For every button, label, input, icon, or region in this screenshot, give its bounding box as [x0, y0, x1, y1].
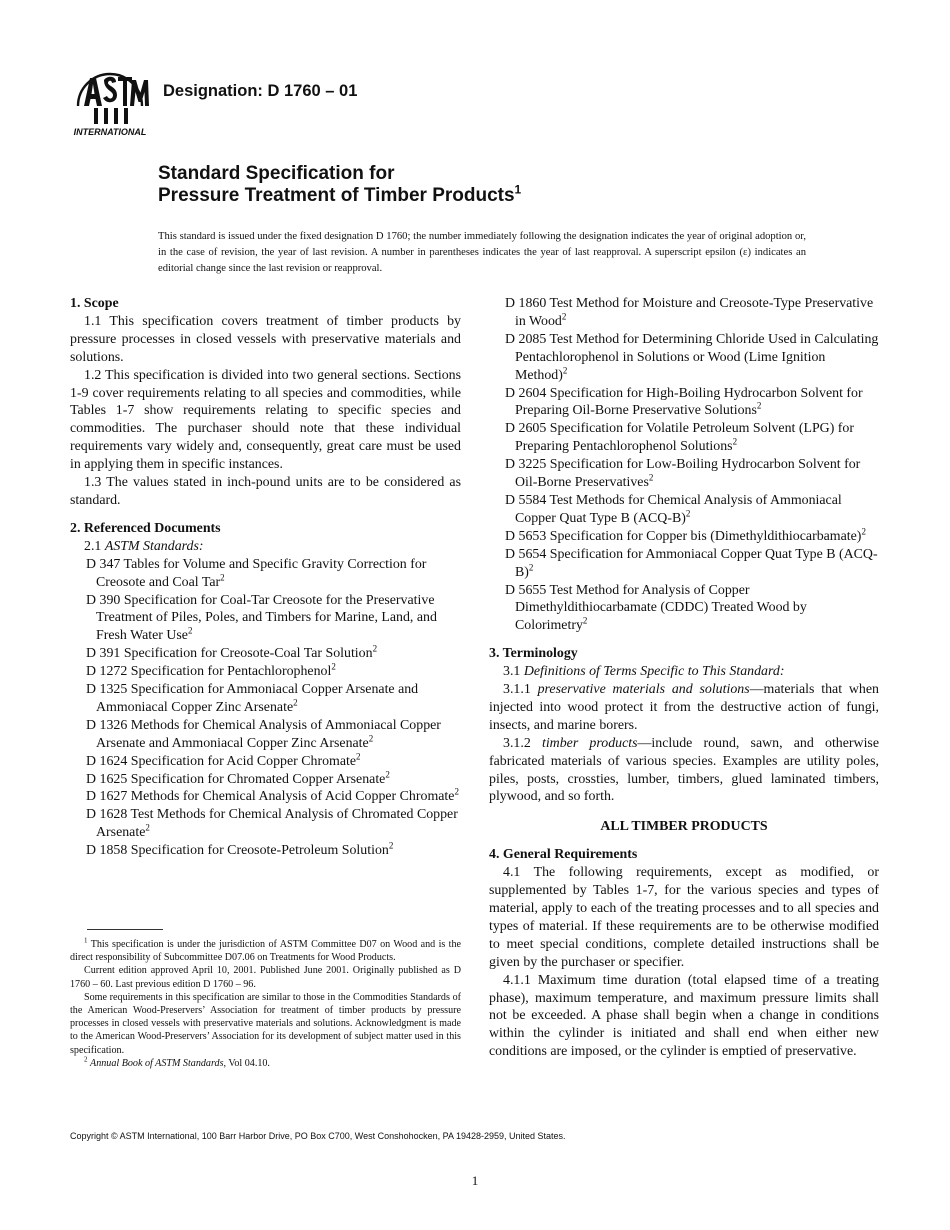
reference-item — [489, 528, 879, 546]
astm-logo — [70, 66, 150, 138]
reference-text: D 5584 Test Methods for Chemical Analysis of Ammoniacal Copper Quat Type B (ACQ-B) — [505, 492, 842, 526]
definitions-number: 3.1 — [503, 664, 521, 680]
footnote-mark: 2 — [356, 751, 361, 762]
reference-text: D 1858 Specification for Creosote-Petroleum Solution — [86, 843, 389, 859]
reference-list-left — [70, 556, 461, 860]
reference-item — [70, 556, 461, 592]
general-requirements-heading: 4. General Requirements — [489, 847, 638, 863]
reference-item — [489, 295, 879, 331]
footnote-1-mark: 1 — [84, 936, 88, 945]
footnote-mark: 2 — [582, 615, 588, 626]
reference-text: D 2085 Test Method for Determining Chloride Used in Calculating Pentachlorophenol in Solutions or Wood (Lime Ignition Method) — [505, 331, 879, 383]
reference-text: D 1627 Methods for Chemical Analysis of Acid Copper Chromate — [86, 789, 455, 805]
footnote-mark: 2 — [372, 643, 378, 654]
subheading-number: 2.1 — [84, 538, 102, 554]
term-number: 3.1.1 — [503, 682, 531, 698]
reference-text: D 1860 Test Method for Moisture and Creosote-Type Preservative in Wood — [505, 296, 874, 329]
footnote-1-edition: Current edition approved April 10, 2001. Published June 2001. Originally published as D 1760 – 60. Last previous edition D 1760 – 96. — [70, 965, 461, 990]
reference-item — [489, 582, 879, 636]
footnote-mark: 2 — [454, 786, 459, 797]
reference-item — [489, 420, 879, 456]
reference-text: D 1625 Specification for Chromated Copper Arsenate — [86, 771, 386, 787]
scope-heading: 1. Scope — [70, 296, 119, 311]
reference-item — [70, 842, 461, 860]
term-text: —include round, sawn, and otherwise fabricated materials of various species. Examples are utility poles, piles, posts, crossties, lumber, timbers, glued laminated timbers, plywood, and so forth. — [489, 735, 879, 805]
subheading-title: ASTM Standards: — [104, 538, 204, 554]
reference-text: D 2605 Specification for Volatile Petroleum Solvent (LPG) for Preparing Pentachlorophenol Solutions — [505, 421, 855, 455]
footnote-mark: 2 — [388, 840, 394, 851]
footnote-mark: 2 — [561, 311, 567, 322]
footnote-mark: 2 — [220, 571, 225, 582]
footnote-mark: 2 — [562, 365, 568, 375]
reference-text: D 3225 Specification for Low-Boiling Hydrocarbon Solvent for Oil-Borne Preservatives — [505, 457, 861, 491]
logo-label: INTERNATIONAL — [73, 127, 147, 137]
footnote-1 — [70, 938, 461, 964]
reference-item — [70, 788, 461, 806]
reference-item — [489, 331, 879, 385]
issued-note: This standard is issued under the fixed designation D 1760; the number immediately following the designation indicates the year of original adoption or, in the case of revision, the year of last revision. A number in parentheses indicates the year of last reapproval. A superscript epsilon (ε) indicates an editorial change since the last revision or reapproval. — [158, 231, 806, 274]
title-line-2 — [158, 182, 522, 207]
left-column — [70, 295, 461, 860]
reference-text: D 2604 Specification for High-Boiling Hydrocarbon Solvent for Preparing Oil-Borne Preservative Solutions — [505, 385, 863, 419]
footnote-2-volume: , Vol 04.10. — [223, 1057, 270, 1069]
document-title — [158, 163, 521, 207]
reference-text: D 5653 Specification for Copper bis (Dimethyldithiocarbamate) — [505, 528, 862, 544]
reference-item — [70, 768, 461, 789]
footnote-mark: 2 — [732, 436, 738, 447]
footnote-mark: 2 — [293, 697, 298, 708]
title-line-2-text: Pressure Treatment of Timber Products — [158, 185, 515, 206]
reference-item — [489, 456, 879, 492]
footnotes — [70, 938, 461, 1070]
astm-standards-subheading — [70, 538, 461, 556]
footnote-1-text: This specification is under the jurisdiction of ASTM Committee D07 on Wood and is the direct responsibility of Subcommittee D07.06 on Treatments for Wood Products. — [70, 939, 462, 964]
referenced-documents-heading: 2. Referenced Documents — [70, 520, 221, 536]
definitions-title: Definitions of Terms Specific to This Standard: — [523, 664, 785, 680]
footnote-mark: 2 — [187, 625, 193, 636]
footnote-mark: 2 — [145, 822, 150, 833]
term-text: —materials that when injected into wood protect it from the destructive action of fungi, insects, and marine borers. — [489, 682, 879, 733]
page-number: 1 — [471, 1173, 479, 1188]
footnote-mark: 2 — [648, 472, 654, 483]
footnote-1-similar: Some requirements in this specification are similar to those in the Commodities Standards of the American Wood-Preservers’ Association for treatment of timber products by pressure processes in closed vessels with preservative materials and solutions. Acknowledgment is made to the American Wood-Preservers’ Association for its development of subject matter used in this specification. — [70, 991, 461, 1056]
all-timber-products-heading: ALL TIMBER PRODUCTS — [600, 819, 768, 835]
term-number: 3.1.2 — [503, 735, 531, 751]
footnote-2 — [70, 1057, 461, 1070]
reference-text: D 5654 Specification for Ammoniacal Copper Quat Type B (ACQ-B) — [505, 546, 878, 580]
footnote-mark: 2 — [685, 508, 691, 519]
terminology-heading: 3. Terminology — [489, 646, 578, 662]
copyright: Copyright © ASTM International, 100 Barr Harbor Drive, PO Box C700, West Conshohocken, PA 19428-2959, United States. — [70, 1131, 566, 1141]
title-footnote-mark: 1 — [514, 182, 522, 197]
astm-logo-icon — [70, 66, 150, 138]
term-name: timber products — [541, 735, 638, 751]
reference-text: D 1624 Specification for Acid Copper Chromate — [86, 753, 357, 769]
reference-item — [70, 753, 461, 771]
term-definition — [489, 681, 879, 735]
reference-text: D 347 Tables for Volume and Specific Gravity Correction for Creosote and Coal Tar — [86, 556, 427, 590]
right-column — [489, 295, 879, 1061]
footnote-mark: 2 — [368, 733, 374, 744]
footnote-mark: 2 — [756, 400, 762, 411]
reference-item — [489, 546, 879, 582]
designation: Designation: D 1760 – 01 — [163, 82, 358, 100]
scope-paragraph: 1.2 This specification is divided into two general sections. Sections 1-9 cover requirements relating to all species and commodities, while Tables 1-7 show requirements relating to specific species and commodities. The purchaser should note that these individual requirements vary widely and, consequently, great care must be used in applying them in specific instances. — [70, 367, 461, 473]
footnote-2-book: Annual Book of ASTM Standards — [90, 1057, 224, 1069]
footnote-2-mark: 2 — [84, 1055, 88, 1064]
footnote-mark: 2 — [331, 661, 336, 672]
footnote-mark: 2 — [528, 561, 534, 572]
reference-text: D 1325 Specification for Ammoniacal Copper Arsenate and Ammoniacal Copper Zinc Arsenate — [86, 682, 419, 715]
scope-paragraph: 1.3 The values stated in inch-pound units are to be considered as standard. — [70, 475, 461, 508]
reference-text: D 1628 Test Methods for Chemical Analysis of Chromated Copper Arsenate — [86, 807, 458, 841]
reference-item — [70, 717, 461, 753]
definitions-subheading — [489, 663, 879, 681]
reference-text: D 391 Specification for Creosote-Coal Tar Solution — [86, 646, 373, 662]
reference-item — [70, 806, 461, 842]
scope-paragraph: 1.1 This specification covers treatment of timber products by pressure processes in closed vessels with preservative materials and solutions. — [70, 313, 461, 365]
term-definition — [489, 735, 879, 807]
reference-text: D 5655 Test Method for Analysis of Copper Dimethyldithiocarbamate (CDDC) Treated Wood by Colorimetry — [505, 582, 807, 634]
reference-item — [70, 645, 461, 663]
term-name: preservative materials and solutions — [537, 682, 750, 698]
footnote-mark: 2 — [861, 526, 866, 537]
reference-text: D 1326 Methods for Chemical Analysis of Ammoniacal Copper Arsenate and Ammoniacal Copper Zinc Arsenate — [86, 717, 441, 751]
footnote-divider — [87, 929, 163, 930]
general-paragraph: 4.1 The following requirements, except as modified, or supplemented by Tables 1-7, for the various species and types of material, apply to each of the treating processes and to all species and types of material. If these requirements are to be otherwise modified to meet special conditions, complete detailed instructions shall be given by the purchaser or specifier. — [489, 865, 879, 970]
reference-list-right — [489, 295, 879, 635]
reference-item — [70, 592, 461, 646]
reference-text: D 390 Specification for Coal-Tar Creosote for the Preservative Treatment of Piles, Poles, and Timbers for Marine, Land, and Fresh Water Use — [86, 592, 437, 644]
reference-item — [70, 681, 461, 717]
reference-item — [70, 663, 461, 681]
footnote-mark: 2 — [385, 768, 390, 779]
general-paragraph: 4.1.1 Maximum time duration (total elapsed time of a treating phase), maximum temperature, and maximum pressure limits shall not be exceeded. A phase shall begin when a change in conditions within the cylinder is initiated and shall end when either new conditions are imposed, or the cylinder is emptied of preservative. — [489, 972, 879, 1060]
reference-item — [489, 385, 879, 421]
reference-text: D 1272 Specification for Pentachlorophenol — [86, 664, 332, 680]
title-line-1: Standard Specification for — [158, 163, 395, 184]
reference-item — [489, 492, 879, 528]
